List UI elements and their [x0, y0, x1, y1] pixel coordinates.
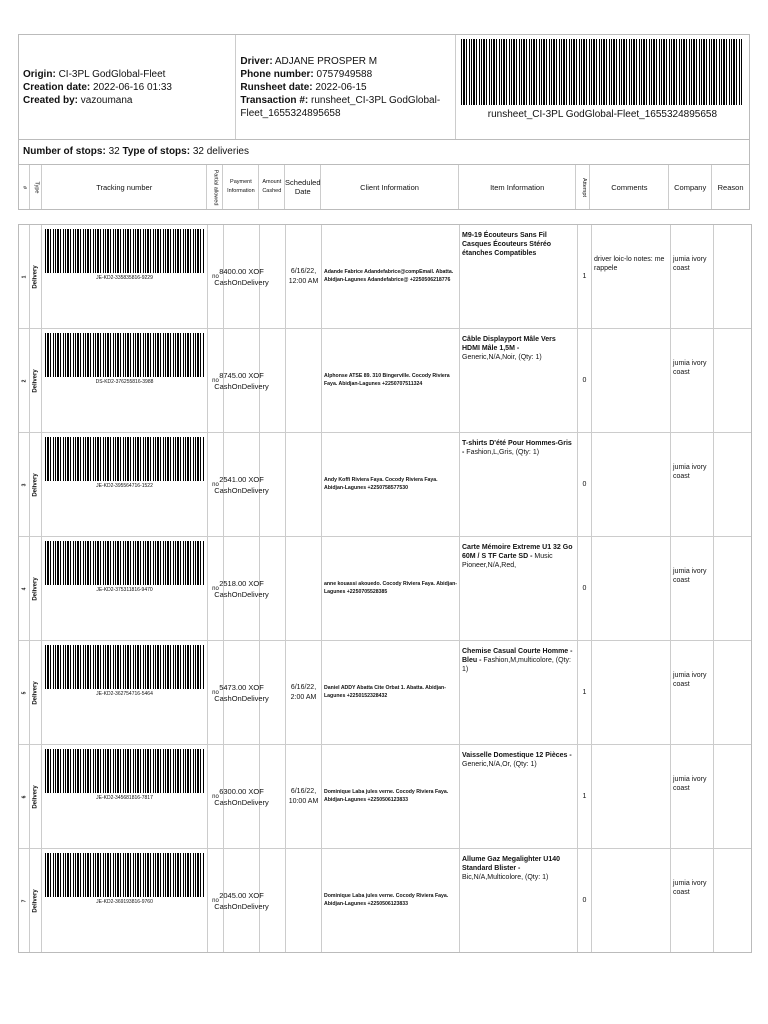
- client-info: Dominique Laba jules verne. Cocody Riviera Faya. Abidjan-Lagunes +2250506123833: [322, 745, 460, 848]
- scheduled-date: [286, 537, 322, 640]
- company: jumia ivory coast: [671, 537, 714, 640]
- scheduled-date: [286, 433, 322, 536]
- scheduled-date: 6/16/22, 12:00 AM: [286, 225, 322, 328]
- row-type: Delivery: [32, 264, 39, 289]
- comment: [592, 745, 671, 848]
- col-type: Type: [30, 165, 42, 209]
- table-row: [19, 745, 751, 849]
- row-index: 3: [21, 483, 27, 486]
- tracking-barcode: [45, 645, 205, 689]
- scheduled-date: 6/16/22, 2:00 AM: [286, 641, 322, 744]
- item-name: M9-19 Écouteurs Sans Fil Casques Écouteurs Stéréo étanches Compatibles: [462, 232, 552, 257]
- partial-allowed: no: [208, 329, 224, 432]
- tracking-number: JE-KD2-362754716-5464: [96, 691, 153, 697]
- comment: driver loic-lo notes: me rappele: [592, 225, 671, 328]
- tracking-number: JE-KD2-335835816-9229: [96, 275, 153, 281]
- attempt-count: 0: [578, 849, 592, 952]
- table-row: [19, 433, 751, 537]
- item-detail: Music Pioneer,N/A,Red,: [462, 553, 553, 569]
- client-info: Alphonse ATSE 89. 310 Bingerville. Cocody Riviera Faya. Abidjan-Lagunes +2250707511324: [322, 329, 460, 432]
- row-type: Delivery: [32, 680, 39, 705]
- company: jumia ivory coast: [671, 745, 714, 848]
- amount-cashed: [260, 745, 286, 848]
- item-name: Câble Displayport Mâle Vers HDMI Mâle 1,5M -: [462, 336, 556, 352]
- table-row: [19, 849, 751, 952]
- row-type: Delivery: [32, 472, 39, 497]
- origin-block: Origin: CI-3PL GodGlobal-Fleet Creation date: 2022-06-16 01:33 Created by: vazoumana: [19, 35, 236, 139]
- attempt-count: 0: [578, 329, 592, 432]
- payment-info: 8745.00 XOF CashOnDelivery: [224, 329, 260, 432]
- runsheet: [18, 34, 750, 210]
- attempt-count: 1: [578, 225, 592, 328]
- payment-info: 6300.00 XOF CashOnDelivery: [224, 745, 260, 848]
- row-index: 5: [21, 691, 27, 694]
- amount-cashed: [260, 849, 286, 952]
- runsheet-barcode-text: runsheet_CI-3PL GodGlobal-Fleet_1655324895658: [487, 109, 718, 120]
- item-name: Carte Mémoire Extreme U1 32 Go 60M / S TF Carte SD -: [462, 544, 573, 560]
- column-headers: [18, 165, 750, 210]
- payment-info: 8400.00 XOF CashOnDelivery: [224, 225, 260, 328]
- runsheet-header: [18, 34, 750, 140]
- reason: [714, 537, 751, 640]
- item-detail: Fashion,M,multicolore, (Qty: 1): [462, 657, 571, 673]
- payment-info: 5473.00 XOF CashOnDelivery: [224, 641, 260, 744]
- item-detail: Generic,N/A,Noir, (Qty: 1): [462, 354, 542, 361]
- delivery-table: [18, 224, 752, 953]
- payment-info: 2518.00 XOF CashOnDelivery: [224, 537, 260, 640]
- reason: [714, 641, 751, 744]
- col-client: Client Information: [321, 165, 459, 209]
- row-index: 7: [21, 899, 27, 902]
- driver-block: Driver: ADJANE PROSPER M Phone number: 0757949588 Runsheet date: 2022-06-15 Transaction #: runsheet_CI-3PL GodGlobal-Fleet_1655324895658: [236, 35, 455, 139]
- stops-type: 32 deliveries: [192, 146, 249, 157]
- amount-cashed: [260, 225, 286, 328]
- row-type: Delivery: [32, 368, 39, 393]
- reason: [714, 433, 751, 536]
- amount-cashed: [260, 433, 286, 536]
- partial-allowed: no: [208, 641, 224, 744]
- comment: [592, 433, 671, 536]
- row-index: 6: [21, 795, 27, 798]
- company: jumia ivory coast: [671, 641, 714, 744]
- table-row: [19, 225, 751, 329]
- table-row: [19, 641, 751, 745]
- runsheet-barcode-block: [456, 35, 749, 139]
- scheduled-date: [286, 329, 322, 432]
- tracking-number: JE-KD2-395564716-1522: [96, 483, 153, 489]
- company: jumia ivory coast: [671, 433, 714, 536]
- item-name: Allume Gaz Megalighter U140 Standard Blister -: [462, 856, 561, 872]
- attempt-count: 1: [578, 745, 592, 848]
- col-amount: Amount Cashed: [259, 165, 285, 209]
- driver-value: ADJANE PROSPER M: [274, 55, 378, 67]
- item-name: T-shirts D'été Pour Hommes-Gris -: [462, 440, 572, 456]
- comment: [592, 641, 671, 744]
- row-type: Delivery: [32, 784, 39, 809]
- runsheet-date-value: 2022-06-15: [315, 81, 367, 93]
- tracking-barcode: [45, 333, 205, 377]
- client-info: Andy Koffi Riviera Faya. Cocody Riviera Faya. Abidjan-Lagunes +2250758577530: [322, 433, 460, 536]
- partial-allowed: no: [208, 537, 224, 640]
- reason: [714, 225, 751, 328]
- item-name: Chemise Casual Courte Homme - Bleu -: [462, 648, 573, 664]
- payment-info: 2541.00 XOF CashOnDelivery: [224, 433, 260, 536]
- company: jumia ivory coast: [671, 329, 714, 432]
- transaction-value: runsheet_CI-3PL GodGlobal-Fleet_1655324895658: [240, 94, 441, 119]
- client-info: anne kouassi akouedo. Cocody Riviera Faya. Abidjan-Lagunes +2250705528385: [322, 537, 460, 640]
- row-index: 1: [21, 275, 27, 278]
- col-attempt: Attempt: [576, 165, 590, 209]
- table-row: [19, 329, 751, 433]
- stops-summary: Number of stops: 32 Type of stops: 32 deliveries: [18, 140, 750, 165]
- partial-allowed: no: [208, 745, 224, 848]
- tracking-number: JE-KD2-369193816-9760: [96, 899, 153, 905]
- table-row: [19, 537, 751, 641]
- amount-cashed: [260, 329, 286, 432]
- item-detail: Generic,N/A,Or, (Qty: 1): [462, 761, 537, 768]
- amount-cashed: [260, 537, 286, 640]
- partial-allowed: no: [208, 225, 224, 328]
- row-type: Delivery: [32, 576, 39, 601]
- reason: [714, 329, 751, 432]
- reason: [714, 849, 751, 952]
- tracking-barcode: [45, 749, 205, 793]
- col-idx: #: [19, 165, 30, 209]
- comment: [592, 849, 671, 952]
- row-index: 2: [21, 379, 27, 382]
- item-detail: Fashion,L,Gris, (Qty: 1): [466, 449, 540, 456]
- col-tracking: Tracking number: [42, 165, 207, 209]
- stops-count: 32: [108, 146, 120, 157]
- tracking-number: JE-KD2-375311816-9470: [96, 587, 153, 593]
- item-detail: Bic,N/A,Multicolore, (Qty: 1): [462, 874, 549, 881]
- reason: [714, 745, 751, 848]
- partial-allowed: no: [208, 433, 224, 536]
- origin-value: CI-3PL GodGlobal-Fleet: [58, 68, 166, 80]
- client-info: Daniel ADDY Abatta Cite Orbat 1. Abatta. Abidjan-Lagunes +2250152328432: [322, 641, 460, 744]
- attempt-count: 1: [578, 641, 592, 744]
- tracking-barcode: [45, 853, 205, 897]
- partial-allowed: no: [208, 849, 224, 952]
- tracking-number: DS-KD2-376255816-3988: [95, 379, 154, 385]
- comment: [592, 329, 671, 432]
- item-name: Vaisselle Domestique 12 Pièces -: [462, 752, 572, 759]
- tracking-number: JE-KD2-345681816-7817: [96, 795, 153, 801]
- tracking-barcode: [45, 437, 205, 481]
- tracking-barcode: [45, 229, 205, 273]
- created-by-value: vazoumana: [80, 94, 133, 106]
- client-info: Dominique Laba jules verne. Cocody Riviera Faya. Abidjan-Lagunes +2250506123833: [322, 849, 460, 952]
- amount-cashed: [260, 641, 286, 744]
- scheduled-date: 6/16/22, 10:00 AM: [286, 745, 322, 848]
- col-payment: Payment Information: [223, 165, 259, 209]
- payment-info: 2045.00 XOF CashOnDelivery: [224, 849, 260, 952]
- col-company: Company: [669, 165, 712, 209]
- phone-value: 0757949588: [316, 68, 373, 80]
- client-info: Adande Fabrice Adandefabrice@compEmail. Abatta. Abidjan-Lagunes Adandefabrice@ +2250506218776: [322, 225, 460, 328]
- runsheet-barcode: [461, 39, 743, 105]
- col-partial: Partial allowed: [207, 165, 223, 209]
- row-type: Delivery: [32, 888, 39, 913]
- row-index: 4: [21, 587, 27, 590]
- scheduled-date: [286, 849, 322, 952]
- company: jumia ivory coast: [671, 849, 714, 952]
- comment: [592, 537, 671, 640]
- col-scheduled: Scheduled Date: [285, 165, 321, 209]
- company: jumia ivory coast: [671, 225, 714, 328]
- attempt-count: 0: [578, 537, 592, 640]
- tracking-barcode: [45, 541, 205, 585]
- col-item: Item Information: [459, 165, 577, 209]
- creation-date-value: 2022-06-16 01:33: [93, 81, 172, 93]
- col-reason: Reason: [717, 182, 744, 192]
- attempt-count: 0: [578, 433, 592, 536]
- col-comments: Comments: [590, 165, 669, 209]
